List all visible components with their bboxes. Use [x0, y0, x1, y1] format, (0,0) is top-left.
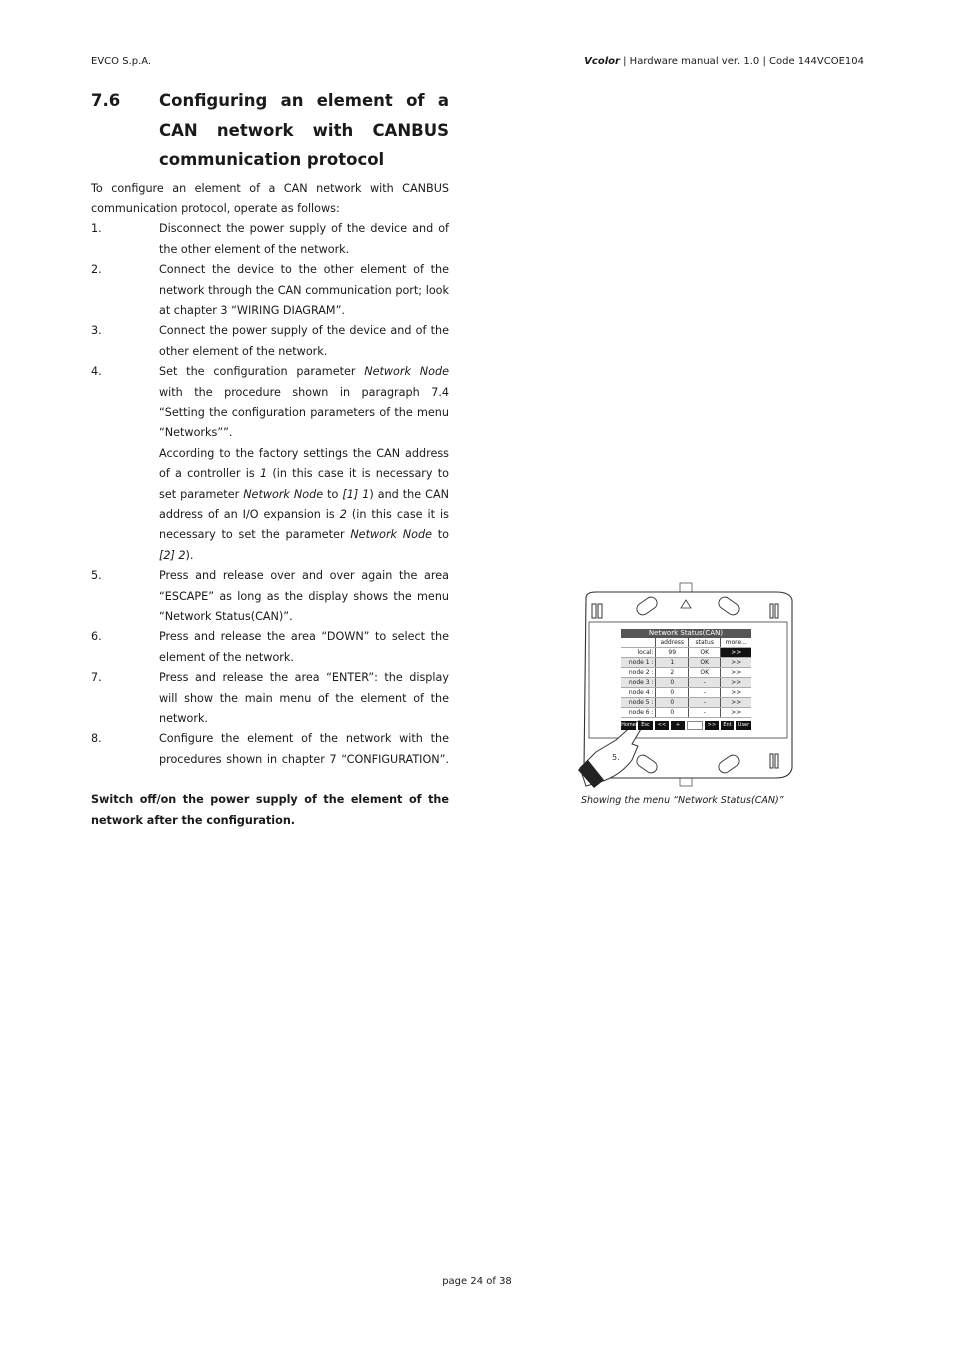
cell: >> — [731, 659, 742, 666]
step-text: Press and release over and over again the area “ESCAPE” as long as the display shows the menu “Network Status(CAN)”. — [159, 569, 449, 624]
cell: 2 — [656, 668, 689, 677]
step-4-text-b: with the procedure shown in paragraph 7.4 “Setting the configuration parameters of the menu “Networks””. — [159, 385, 449, 440]
note-italic: Network Node — [243, 487, 324, 501]
figure-caption: Showing the menu “Network Status(CAN)” — [581, 795, 784, 806]
cell: - — [689, 698, 722, 707]
key-enter: Ent — [721, 721, 734, 730]
step-text — [159, 362, 449, 444]
cell: node 5 : — [621, 698, 656, 707]
note-text: to — [432, 528, 449, 542]
step-4 — [91, 362, 449, 444]
cell: 0 — [656, 708, 689, 717]
cell: >> — [731, 669, 742, 676]
header-cell: address — [656, 638, 689, 647]
note-italic: 2 — [339, 508, 347, 521]
screen-row — [621, 698, 751, 708]
key-plus: + — [671, 721, 685, 730]
key-esc: Esc — [638, 721, 653, 730]
warning-note: Switch off/on the power supply of the element of the network after the configuration. — [91, 793, 449, 827]
note-text: (in this case it is necessary to set parameter — [159, 467, 450, 501]
screen-header-row — [621, 638, 751, 648]
note-text: to — [323, 487, 343, 501]
step-text: Disconnect the power supply of the device and of the other element of the network. — [159, 222, 449, 256]
step-text: Press and release the area “DOWN” to select the element of the network. — [159, 630, 449, 664]
step-text: Press and release the area “ENTER”: the display will show the main menu of the element of the network. — [159, 671, 449, 726]
cell: node 6 : — [621, 708, 656, 717]
screen-title: Network Status(CAN) — [621, 629, 751, 638]
cell: >> — [731, 679, 742, 686]
cell: node 1 : — [621, 658, 656, 667]
network-status-screen — [621, 629, 751, 730]
note-text: (in this case it is necessary to set the parameter — [159, 508, 449, 542]
cell: 0 — [656, 698, 689, 707]
step-number: 5. — [91, 569, 102, 583]
step-number: 6. — [91, 630, 102, 644]
key-prev: << — [655, 721, 669, 730]
cell: >> — [731, 699, 742, 706]
param-network-node: Network Node — [364, 365, 449, 379]
cell: OK — [689, 658, 722, 667]
cell: 0 — [656, 678, 689, 687]
header-cell: more... — [725, 639, 747, 646]
cell: 99 — [656, 648, 689, 657]
step-text: Configure the element of the network with the procedures shown in chapter 7 “CONFIGURATION”. — [159, 732, 449, 766]
screen-row — [621, 708, 751, 718]
step-number: 7. — [91, 671, 102, 685]
note-text: ). — [185, 548, 194, 562]
note-italic: 1 — [259, 467, 268, 481]
note-italic: [1] 1 — [342, 487, 370, 501]
step-number: 3. — [91, 324, 102, 338]
intro-paragraph: To configure an element of a CAN network with CANBUS communication protocol, operate as follows: — [91, 181, 449, 215]
section-number: 7.6 — [91, 91, 121, 110]
cell: OK — [689, 648, 722, 657]
screen-row — [621, 668, 751, 678]
step-2 — [91, 260, 449, 321]
screen-row — [621, 658, 751, 668]
header-cell: status — [689, 638, 722, 647]
step-number: 8. — [91, 732, 102, 746]
section-title — [91, 86, 449, 175]
step-8 — [91, 729, 449, 770]
step-number: 2. — [91, 263, 102, 277]
cell: node 4 : — [621, 688, 656, 697]
cell: >> — [731, 689, 742, 696]
key-user: User — [737, 722, 750, 728]
step-number: 4. — [91, 365, 102, 379]
screen-row — [621, 688, 751, 698]
step-text: Connect the device to the other element of the network through the CAN communication port; look at chapter 3 “WIRING DIAGRAM”. — [159, 263, 449, 317]
header-manual: | Hardware manual ver. 1.0 | Code 144VCOE104 — [619, 56, 864, 67]
cell: 1 — [656, 658, 689, 667]
note-text: ) and the CAN address of an I/O expansion is — [159, 487, 449, 521]
screen-row — [621, 678, 751, 688]
step-5 — [91, 566, 449, 627]
title-line-3: communication protocol — [159, 150, 385, 169]
page-number: page 24 of 38 — [442, 1276, 512, 1287]
cell: local: — [621, 648, 656, 657]
header-product: Vcolor — [584, 56, 620, 67]
cell: >> — [731, 709, 742, 716]
cell: - — [689, 708, 722, 717]
note-italic: Network Node — [350, 528, 432, 542]
title-line-1: Configuring an element of a — [159, 91, 449, 110]
step-4-note — [159, 444, 449, 566]
note-text: According to the factory settings the CAN address of a controller is — [159, 446, 449, 481]
key-home: Home — [621, 722, 636, 728]
step-6 — [91, 627, 449, 668]
header-company: EVCO S.p.A. — [91, 56, 152, 67]
key-blank — [687, 721, 703, 730]
cell: - — [689, 678, 722, 687]
cell: node 3 : — [621, 678, 656, 687]
key-next: >> — [705, 721, 719, 730]
cell: >> — [721, 648, 751, 657]
section-7-6 — [91, 86, 449, 831]
title-line-2: CAN network with CANBUS — [159, 120, 449, 140]
screen-keybar — [621, 721, 751, 730]
step-3 — [91, 321, 449, 362]
cell: OK — [689, 668, 722, 677]
step-4-text-a: Set the configuration parameter — [159, 365, 365, 379]
note-italic: [2] 2 — [159, 548, 186, 562]
cell: node 2 : — [621, 668, 656, 677]
cell: 0 — [656, 688, 689, 697]
step-number: 1. — [91, 222, 102, 236]
hand-label: 5. — [612, 753, 620, 762]
header-manual-info — [584, 56, 864, 67]
step-1 — [91, 219, 449, 260]
cell: - — [689, 688, 722, 697]
step-7 — [91, 668, 449, 729]
header-cell — [621, 638, 656, 647]
screen-row — [621, 648, 751, 658]
step-text: Connect the power supply of the device and of the other element of the network. — [159, 324, 449, 358]
